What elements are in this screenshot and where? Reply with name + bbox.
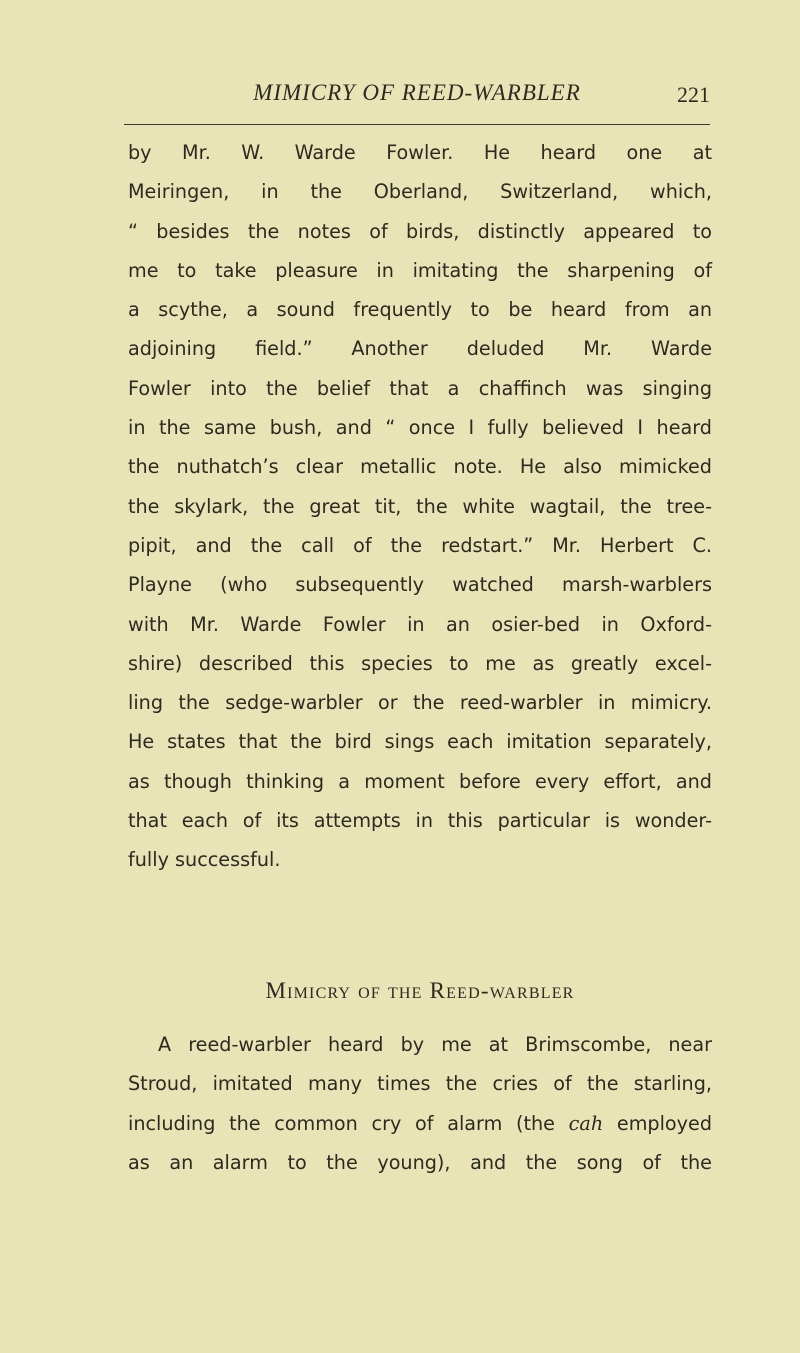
- text-line: by Mr. W. Warde Fowler. He heard one at: [128, 141, 712, 164]
- section-heading: [128, 978, 712, 1004]
- text-line: adjoining field.” Another deluded Mr. Warde: [128, 337, 712, 361]
- text-line: He states that the bird sings each imitation separately,: [128, 730, 712, 754]
- page-number: 221: [677, 82, 710, 107]
- text-line: Meiringen, in the Oberland, Switzerland, which,: [128, 180, 712, 204]
- header-rule: [124, 124, 710, 125]
- text-line: me to take pleasure in imitating the sharpening of: [128, 258, 712, 282]
- text-line: Stroud, imitated many times the cries of the starling,: [128, 1072, 712, 1096]
- text-line: A reed-warbler heard by me at Brimscombe, near: [158, 1033, 712, 1056]
- text-segment: employed: [603, 1111, 712, 1135]
- text-line: the skylark, the great tit, the white wagtail, the tree-: [128, 494, 712, 518]
- running-title: MIMICRY OF REED-WARBLER: [253, 80, 581, 105]
- text-line: fully successful.: [128, 848, 281, 872]
- text-segment: including the common cry of alarm (the: [128, 1111, 569, 1135]
- text-line: ling the sedge-warbler or the reed-warbler in mimicry.: [128, 691, 712, 715]
- text-line: in the same bush, and “ once I fully believed I heard: [128, 416, 712, 440]
- text-line: Fowler into the belief that a chaffinch was singing: [128, 376, 712, 400]
- text-line: with Mr. Warde Fowler in an osier-bed in Oxford-: [128, 612, 712, 636]
- italic-word: cah: [568, 1111, 604, 1135]
- text-line: the nuthatch’s clear metallic note. He also mimicked: [128, 455, 712, 479]
- text-line: that each of its attempts in this particular is wonder-: [128, 809, 712, 833]
- text-line: as though thinking a moment before every effort, and: [128, 769, 712, 793]
- text-line: pipit, and the call of the redstart.” Mr. Herbert C.: [128, 533, 712, 557]
- paragraph-2: [128, 1025, 712, 1182]
- running-head: [124, 76, 710, 110]
- text-line: “ besides the notes of birds, distinctly appeared to: [128, 219, 712, 243]
- text-line-with-italic: [128, 1104, 712, 1143]
- text-line: a scythe, a sound frequently to be heard from an: [128, 298, 712, 322]
- text-line: Playne (who subsequently watched marsh-warblers: [128, 573, 712, 597]
- paragraph-1: [128, 133, 712, 880]
- text-line: shire) described this species to me as greatly excel-: [128, 651, 712, 675]
- text-line: as an alarm to the young), and the song of the: [128, 1150, 712, 1174]
- section-heading-text: Mimicry of the Reed-warbler: [265, 978, 575, 1003]
